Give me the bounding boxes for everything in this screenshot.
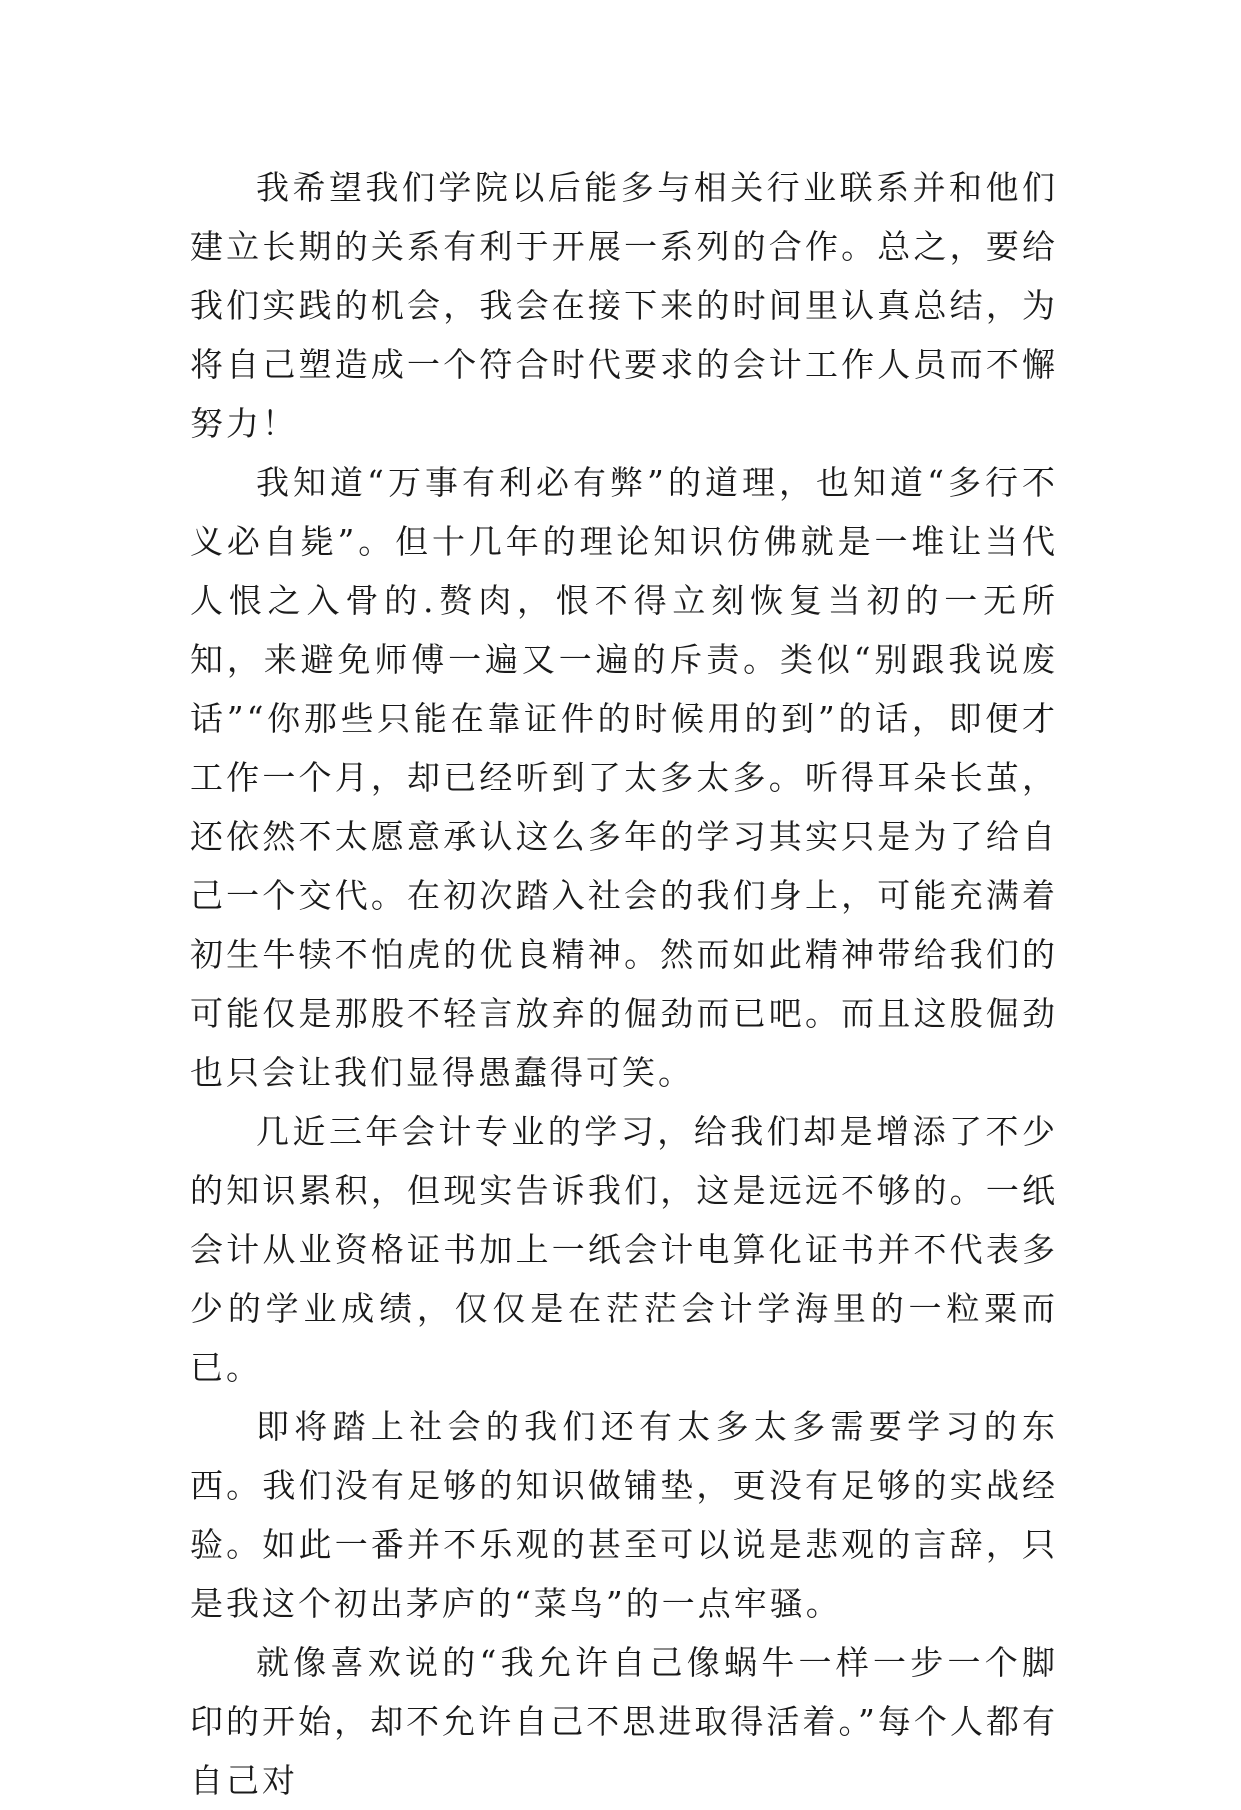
paragraph-2: 我知道“万事有利必有弊”的道理，也知道“多行不义必自毙”。但十几年的理论知识仿佛就是一堆让当代人恨之入骨的.赘肉，恨不得立刻恢复当初的一无所知，来避免师傅一遍又一遍的斥责。类似“别跟我说废话”“你那些只能在靠证件的时候用的到”的话，即便才工作一个月，却已经听到了太多太多。听得耳朵长茧，还依然不太愿意承认这么多年的学习其实只是为了给自己一个交代。在初次踏入社会的我们身上，可能充满着初生牛犊不怕虎的优良精神。然而如此精神带给我们的可能仅是那股不轻言放弃的倔劲而已吧。而且这股倔劲也只会让我们显得愚蠢得可笑。	[190, 463, 1058, 1092]
document-body	[190, 158, 1058, 1810]
paragraph-1: 我希望我们学院以后能多与相关行业联系并和他们建立长期的关系有利于开展一系列的合作。总之，要给我们实践的机会，我会在接下来的时间里认真总结，为将自己塑造成一个符合时代要求的会计工作人员而不懈努力！	[190, 168, 1058, 443]
paragraph-5: 就像喜欢说的“我允许自己像蜗牛一样一步一个脚印的开始，却不允许自己不思进取得活着。”每个人都有自己对	[190, 1643, 1058, 1800]
paragraph-3: 几近三年会计专业的学习，给我们却是增添了不少的知识累积，但现实告诉我们，这是远远不够的。一纸会计从业资格证书加上一纸会计电算化证书并不代表多少的学业成绩，仅仅是在茫茫会计学海里的一粒粟而已。	[190, 1112, 1058, 1387]
paragraph-4: 即将踏上社会的我们还有太多太多需要学习的东西。我们没有足够的知识做铺垫，更没有足够的实战经验。如此一番并不乐观的甚至可以说是悲观的言辞，只是我这个初出茅庐的“菜鸟”的一点牢骚。	[190, 1407, 1058, 1623]
